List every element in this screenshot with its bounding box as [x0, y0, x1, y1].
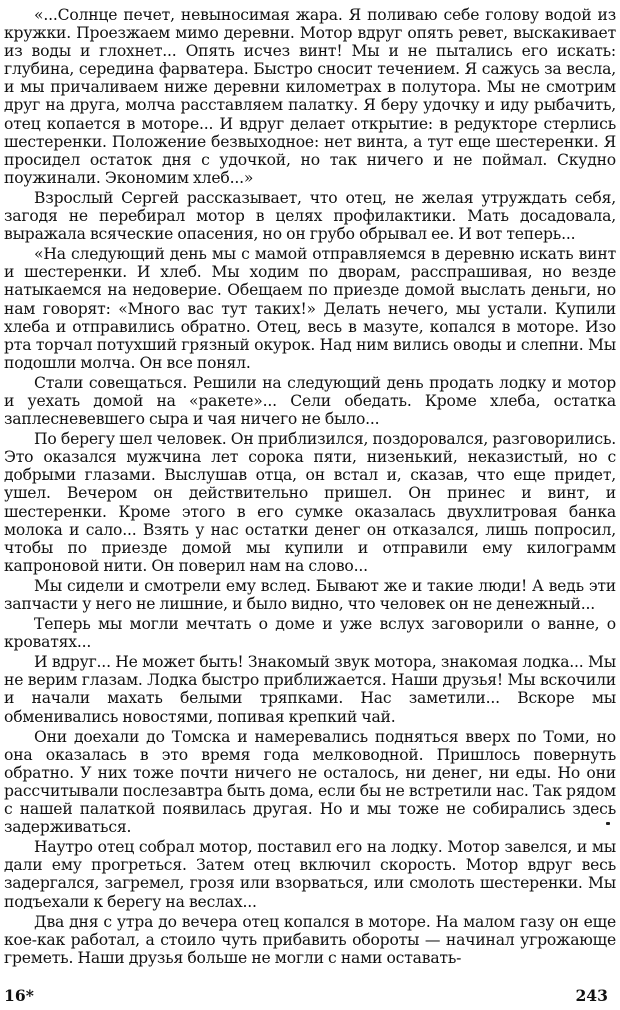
- paragraph: Мы сидели и смотрели ему вслед. Бывают же и такие люди! А ведь эти запчасти у него не лишние, и было видно, что человек он не денежный...: [4, 576, 616, 613]
- paragraph: Наутро отец собрал мотор, поставил его на лодку. Мотор завелся, и мы дали ему прогреться. Затем отец включил скорость. Мотор вдруг весь задергался, загремел, грозя или взорваться, или смолоть шестеренки. Мы подъехали к берегу на веслах...: [4, 838, 616, 911]
- signature-mark: 16*: [4, 986, 34, 1005]
- paragraph: Взрослый Сергей рассказывает, что отец, не желая утруждать себя, загодя не перебирал мотор в целях профилактики. Мать досадовала, выражала всяческие опасения, но он грубо обрывал ее. И вот теперь...: [4, 188, 616, 244]
- paragraph: Стали совещаться. Решили на следующий день продать лодку и мотор и уехать домой на «ракете»... Сели обедать. Кроме хлеба, остатка заплесневевшего сыра и чая ничего не было...: [4, 373, 616, 429]
- paragraph: Два дня с утра до вечера отец копался в моторе. На малом газу он еще кое-как работал, а стоило чуть прибавить обороты — начинал угрожающе греметь. Наши друзья больше не могли с нами оставать-: [4, 912, 616, 967]
- body-text: [4, 6, 616, 967]
- page-footer: [4, 986, 608, 1005]
- paragraph: «На следующий день мы с мамой отправляемся в деревню искать винт и шестеренки. И хлеб. Мы ходим по дворам, расспрашивая, но везде натыкаемся на недоверие. Обещаем по приезде домой выслать деньги, но нам говорят: «Много вас тут таких!» Делать нечего, мы устали. Купили хлеба и отправились обратно. Отец, весь в мазуте, копался в моторе. Изо рта торчал потухший грязный окурок. Над ним вились оводы и слепни. Мы подошли молча. Он все понял.: [4, 245, 616, 372]
- paragraph: По берегу шел человек. Он приблизился, поздоровался, разговорились. Это оказался мужчина лет сорока пяти, низенький, неказистый, но с добрыми глазами. Выслушав отца, он встал и, сказав, что еще придет, ушел. Вечером он действительно пришел. Он принес и винт, и шестеренки. Кроме этого в его сумке оказалась двухлитровая банка молока и сало... Взять у нас остатки денег он отказался, лишь попросил, чтобы по приезде домой мы купили и отправили ему килограмм капроновой нити. Он поверил нам на слово...: [4, 430, 616, 575]
- paragraph: И вдруг... Не может быть! Знакомый звук мотора, знакомая лодка... Мы не верим глазам. Лодка быстро приближается. Наши друзья! Мы вскочили и начали махать белыми тряпками. Нас заметили... Вскоре мы обменивались новостями, попивая крепкий чай.: [4, 653, 616, 726]
- page-number: 243: [575, 986, 608, 1005]
- paragraph: Теперь мы могли мечтать о доме и уже вслух заговорили о ванне, о кроватях...: [4, 615, 616, 652]
- paragraph: Они доехали до Томска и намеревались подняться вверх по Томи, но она оказалась в это время года мелководной. Пришлось повернуть обратно. У них тоже почти ничего не осталось, ни денег, ни еды. Но они рассчитывали послезавтра быть дома, если бы не встретили нас. Так рядом с нашей палаткой появилась другая. Но и мы тоже не собирались здесь задерживаться.: [4, 727, 616, 837]
- paragraph: «...Солнце печет, невыносимая жара. Я поливаю себе голову водой из кружки. Проезжаем мимо деревни. Мотор вдруг опять ревет, выскакивает из воды и глохнет... Опять исчез винт! Мы и не пытались его искать: глубина, середина фарватера. Быстро сносит течением. Я сажусь за весла, и мы причаливаем ниже деревни километрах в полутора. Мы не смотрим друг на друга, молча расставляем палатку. Я беру удочку и иду рыбачить, отец копается в моторе... И вдруг делает открытие: в редукторе стерлись шестеренки. Положение безвыходное: нет винта, а тут еще шестеренки. Я просидел остаток дня с удочкой, но так ничего и не поймал. Скудно поужинали. Экономим хлеб...»: [4, 6, 616, 187]
- print-speck: [606, 822, 610, 825]
